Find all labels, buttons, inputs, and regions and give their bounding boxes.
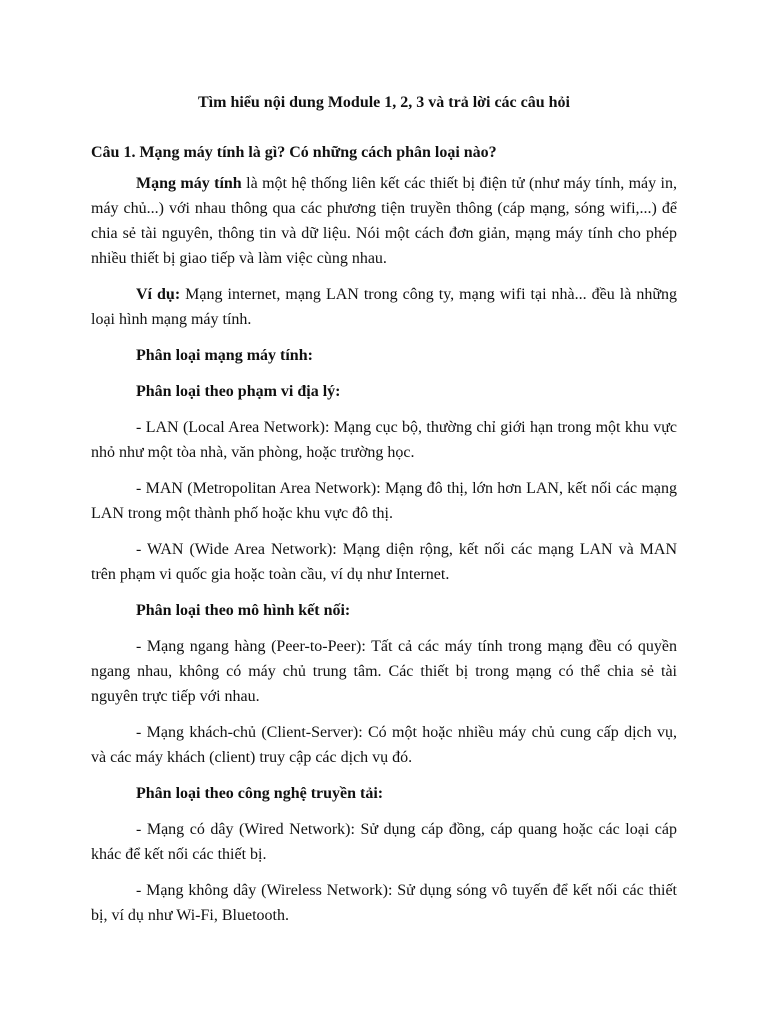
list-item: - Mạng ngang hàng (Peer-to-Peer): Tất cả các máy tính trong mạng đều có quyền ngang nhau, không có máy chủ trung tâm. Các thiết bị trong mạng có thể chia sẻ tài nguyên trực tiếp với nhau. [91, 638, 677, 705]
list-item: - Mạng khách-chủ (Client-Server): Có một hoặc nhiều máy chủ cung cấp dịch vụ, và các máy khách (client) truy cập các dịch vụ đó. [91, 724, 677, 766]
definition-term: Mạng máy tính [136, 175, 242, 192]
example-text: Mạng internet, mạng LAN trong công ty, mạng wifi tại nhà... đều là những loại hình mạng máy tính. [91, 286, 677, 328]
list-item: - Mạng không dây (Wireless Network): Sử dụng sóng vô tuyến để kết nối các thiết bị, ví dụ như Wi-Fi, Bluetooth. [91, 882, 677, 924]
list-item: - LAN (Local Area Network): Mạng cục bộ, thường chỉ giới hạn trong một khu vực nhỏ như một tòa nhà, văn phòng, hoặc trường học. [91, 419, 677, 461]
example-label: Ví dụ: [136, 286, 181, 303]
document-title: Tìm hiểu nội dung Module 1, 2, 3 và trả lời các câu hỏi [198, 94, 570, 111]
document-body [91, 140, 677, 939]
classification-heading: Phân loại mạng máy tính: [136, 347, 313, 364]
list-item: - WAN (Wide Area Network): Mạng diện rộng, kết nối các mạng LAN và MAN trên phạm vi quốc gia hoặc toàn cầu, ví dụ như Internet. [91, 541, 677, 583]
example-paragraph [91, 282, 677, 332]
tech-heading: Phân loại theo công nghệ truyền tải: [136, 785, 384, 802]
geo-heading: Phân loại theo phạm vi địa lý: [136, 383, 341, 400]
definition-paragraph [91, 171, 677, 271]
list-item: - Mạng có dây (Wired Network): Sử dụng cáp đồng, cáp quang hoặc các loại cáp khác để kết nối các thiết bị. [91, 821, 677, 863]
definition-text: là một hệ thống liên kết các thiết bị điện tử (như máy tính, máy in, máy chủ...) với nhau thông qua các phương tiện truyền thông (cáp mạng, sóng wifi,...) để chia sẻ tài nguyên, thông tin và dữ liệu. Nói một cách đơn giản, mạng máy tính cho phép nhiều thiết bị giao tiếp và làm việc cùng nhau. [91, 175, 677, 267]
model-heading: Phân loại theo mô hình kết nối: [136, 602, 351, 619]
list-item: - MAN (Metropolitan Area Network): Mạng đô thị, lớn hơn LAN, kết nối các mạng LAN trong một thành phố hoặc khu vực đô thị. [91, 480, 677, 522]
question-1: Câu 1. Mạng máy tính là gì? Có những cách phân loại nào? [91, 144, 497, 161]
